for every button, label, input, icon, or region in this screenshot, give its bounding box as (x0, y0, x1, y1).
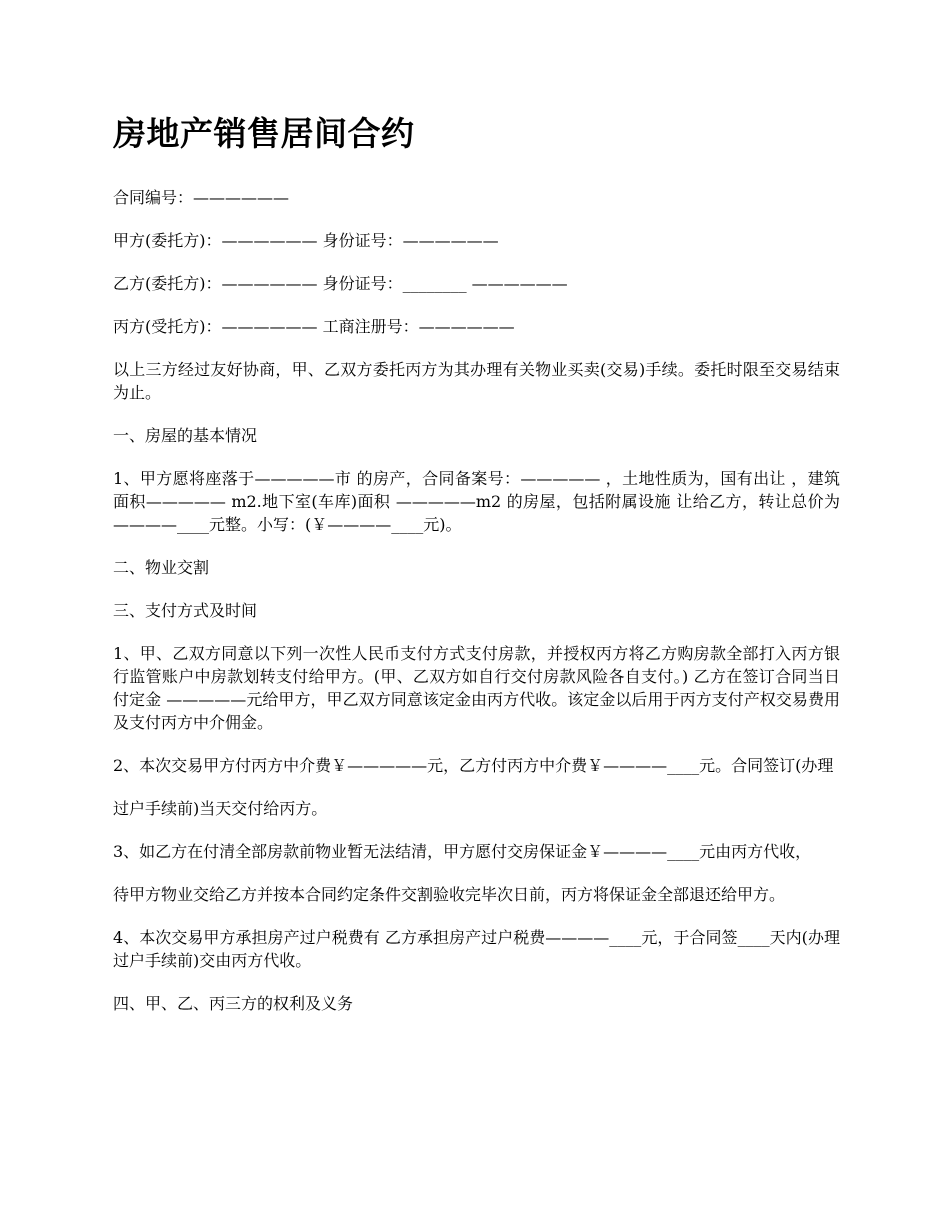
section-heading-1: 一、房屋的基本情况 (113, 426, 258, 445)
payment-clause-1: 1、甲、乙双方同意以下列一次性人民币支付方式支付房款，并授权丙方将乙方购房款全部打入丙方银行监管账户中房款划转支付给甲方。(甲、乙双方如自行交付房款风险各自支付。) 乙方在签订合同当日付定金 —————元给甲方，甲乙双方同意该定金由丙方代收。该定金以后用于丙方支付产权交易费用及支付丙方中介佣金。 (113, 644, 840, 732)
payment-clause-2: 2、本次交易甲方付丙方中介费￥—————元，乙方付丙方中介费￥————____元。合同签订(办理 (113, 756, 834, 775)
payment-clause-4: 4、本次交易甲方承担房产过户税费有 乙方承担房产过户税费————____元，于合同签____天内(办理过户手续前)交由丙方代收。 (113, 928, 840, 970)
section-heading-2: 二、物业交割 (113, 558, 210, 577)
property-details-paragraph: 1、甲方愿将座落于—————市 的房产，合同备案号：————— ，土地性质为，国有出让 ，建筑面积————— m2.地下室(车库)面积 —————m2 的房屋，包括附属设施 让给乙方，转让总价为————____元整。小写：(￥————____元)。 (113, 469, 840, 534)
contract-number-line: 合同编号：—————— (113, 188, 290, 207)
party-a-line: 甲方(委托方)：—————— 身份证号：—————— (113, 231, 499, 250)
party-c-line: 丙方(受托方)：—————— 工商注册号：—————— (113, 317, 515, 336)
payment-clause-3-cont: 待甲方物业交给乙方并按本合同约定条件交割验收完毕次日前，丙方将保证金全部退还给甲方。 (113, 885, 786, 904)
intro-paragraph: 以上三方经过友好协商，甲、乙双方委托丙方为其办理有关物业买卖(交易)手续。委托时限至交易结束为止。 (113, 360, 840, 402)
document-title: 房地产销售居间合约 (113, 114, 415, 153)
section-heading-4: 四、甲、乙、丙三方的权利及义务 (113, 994, 354, 1013)
payment-clause-3: 3、如乙方在付清全部房款前物业暂无法结清，甲方愿付交房保证金￥————____元由丙方代收， (113, 842, 812, 861)
party-b-line: 乙方(委托方)：—————— 身份证号：________ —————— (113, 274, 568, 293)
payment-clause-2-cont: 过户手续前)当天交付给丙方。 (113, 799, 328, 818)
section-heading-3: 三、支付方式及时间 (113, 601, 258, 620)
